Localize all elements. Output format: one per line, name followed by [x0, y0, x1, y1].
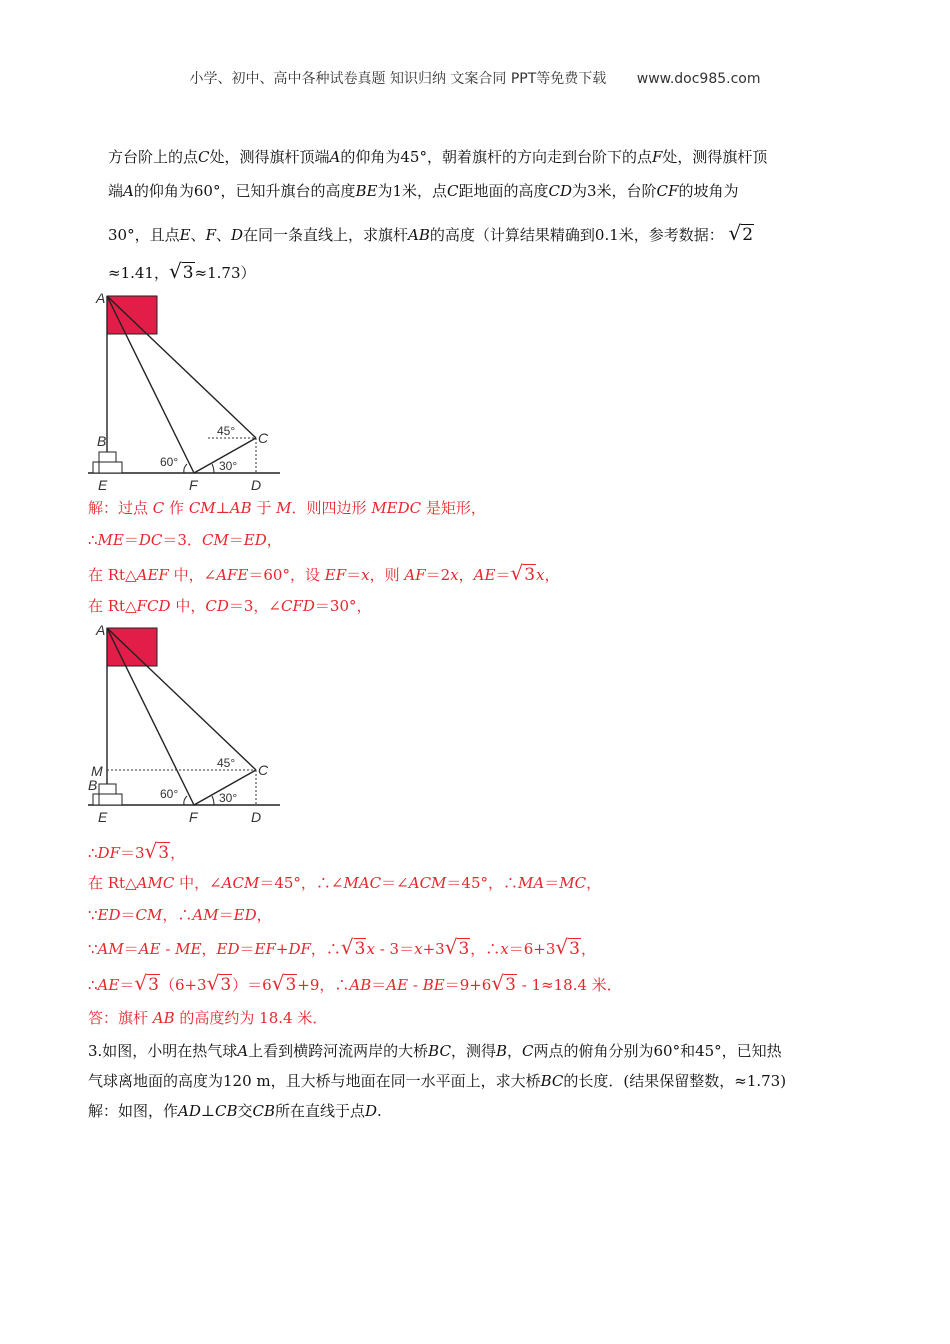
solution-line-5: ∴DF＝3√3， — [88, 839, 186, 863]
line-A-C — [107, 296, 256, 438]
angle-45: 45° — [217, 424, 236, 438]
solution-line-6: 在 Rt△AMC 中，∠ACM＝45°，∴∠MAC＝∠ACM＝45°，∴MA＝MC， — [88, 874, 602, 892]
label-F: F — [189, 477, 198, 493]
solution-line-8: ∵AM＝AE - ME，ED＝EF+DF，∴√3x - 3＝x+3√3，∴x＝6+3√3， — [88, 935, 596, 959]
problem-line-2: 端A的仰角为60°，已知升旗台的高度BE为1米，点C距地面的高度CD为3米，台阶CF的坡角为 — [108, 182, 739, 200]
sqrt-2: √2 — [728, 221, 754, 245]
page-header — [0, 68, 950, 88]
label-A: A — [96, 622, 106, 638]
header-text: 小学、初中、高中各种试卷真题 知识归纳 文案合同 PPT等免费下载 — [189, 71, 607, 87]
label-M: M — [91, 763, 103, 779]
angle-30: 30° — [219, 459, 238, 473]
problem3-line-3: 解：如图，作AD⊥CB交CB所在直线于点D. — [88, 1102, 382, 1120]
label-C: C — [258, 430, 269, 446]
label-D: D — [251, 477, 262, 493]
angle-60: 60° — [160, 787, 179, 801]
solution-line-2: ∴ME＝DC＝3．CM＝ED， — [88, 531, 282, 549]
line-A-C — [107, 628, 256, 770]
angle-45: 45° — [217, 756, 236, 770]
header-site: www.doc985.com — [636, 71, 761, 87]
arc-30 — [212, 796, 214, 805]
label-D: D — [251, 809, 262, 825]
label-E: E — [98, 809, 108, 825]
angle-60: 60° — [160, 455, 179, 469]
arc-60 — [184, 796, 187, 805]
solution-line-1: 解：过点 C 作 CM⊥AB 于 M．则四边形 MEDC 是矩形， — [88, 499, 486, 517]
answer-line: 答：旗杆 AB 的高度约为 18.4 米． — [88, 1009, 328, 1027]
label-E: E — [98, 477, 108, 493]
solution-line-9: ∴AE＝√3（6+3√3）＝6√3+9，∴AB＝AE - BE＝9+6√3 - 1≈18.4 米． — [88, 971, 622, 995]
problem-line-4: ≈1.41，√3≈1.73） — [108, 259, 256, 283]
figure-1 — [88, 288, 288, 496]
arc-30 — [212, 464, 214, 473]
label-B: B — [88, 777, 98, 793]
arc-60 — [184, 464, 187, 473]
flag — [107, 628, 157, 666]
solution-line-7: ∵ED＝CM，∴AM＝ED， — [88, 906, 272, 924]
label-B: B — [97, 433, 107, 449]
platform — [93, 784, 122, 805]
solution-line-4: 在 Rt△FCD 中，CD＝3，∠CFD＝30°， — [88, 597, 372, 615]
problem-line-3: 30°，且点E、F、D在同一条直线上，求旗杆AB的高度（计算结果精确到0.1米，参考数据： √2 — [108, 221, 754, 245]
label-C: C — [258, 762, 269, 778]
flag — [107, 296, 157, 334]
label-A: A — [96, 290, 106, 306]
platform — [93, 452, 122, 473]
problem3-line-1: 3.如图，小明在热气球A上看到横跨河流两岸的大桥BC，测得B，C两点的俯角分别为60°和45°，已知热 — [88, 1042, 782, 1060]
sqrt-3: √3 — [168, 259, 194, 283]
figure-2 — [88, 620, 288, 828]
solution-line-3: 在 Rt△AEF 中，∠AFE＝60°，设 EF＝x，则 AF＝2x，AE＝√3x， — [88, 561, 560, 585]
label-F: F — [189, 809, 198, 825]
angle-30: 30° — [219, 791, 238, 805]
problem-line-1: 方台阶上的点C处，测得旗杆顶端A的仰角为45°，朝着旗杆的方向走到台阶下的点F处，测得旗杆顶 — [108, 148, 768, 166]
problem3-line-2: 气球离地面的高度为120 m，且大桥与地面在同一水平面上，求大桥BC的长度．(结果保留整数，≈1.73) — [88, 1072, 787, 1090]
